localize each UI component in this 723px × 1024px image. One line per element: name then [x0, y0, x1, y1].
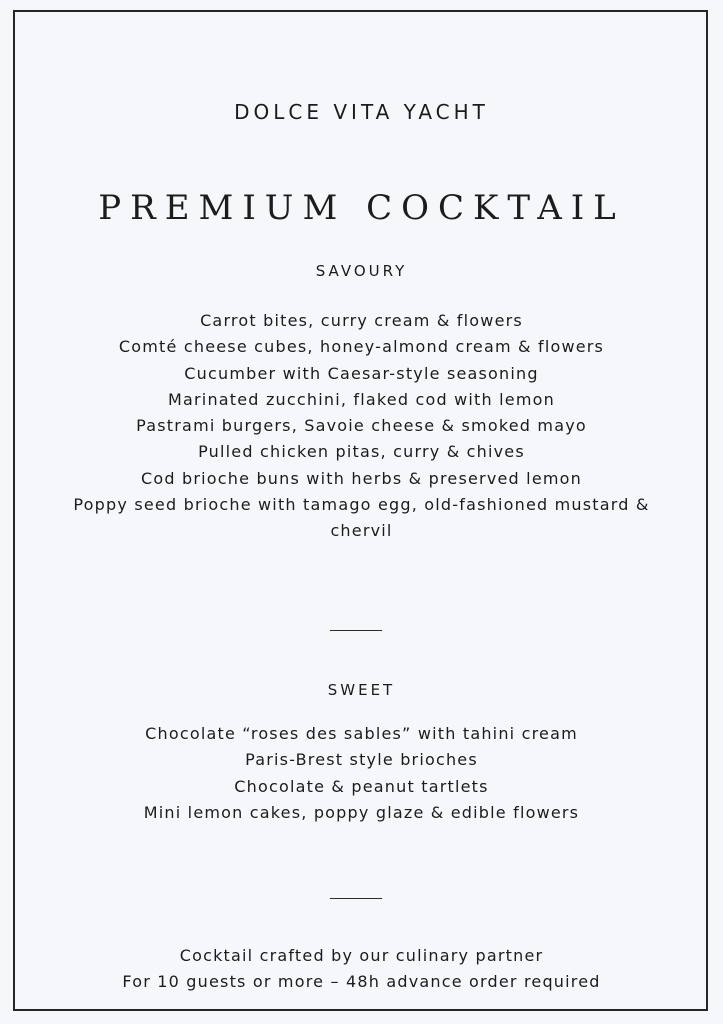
- footer-line: Cocktail crafted by our culinary partner: [179, 946, 544, 965]
- list-item: Pulled chicken pitas, curry & chives: [198, 442, 525, 462]
- list-item: Marinated zucchini, flaked cod with lemon: [168, 389, 555, 409]
- list-item: Mini lemon cakes, poppy glaze & edible flowers: [143, 802, 580, 822]
- sweet-heading: SWEET: [327, 681, 396, 699]
- list-item: Cod brioche buns with herbs & preserved lemon: [141, 468, 582, 488]
- savoury-heading: SAVOURY: [315, 262, 408, 280]
- list-item: Pastrami burgers, Savoie cheese & smoked mayo: [136, 416, 587, 436]
- menu-title: PREMIUM COCKTAIL: [98, 188, 625, 228]
- footer-line: For 10 guests or more – 48h advance order required: [122, 972, 601, 991]
- sweet-list: [0, 721, 723, 826]
- list-item: Poppy seed brioche with tamago egg, old-fashioned mustard & chervil: [73, 495, 650, 541]
- list-item: Comté cheese cubes, honey-almond cream & flowers: [118, 337, 605, 357]
- brand-name: DOLCE VITA YACHT: [234, 100, 489, 124]
- footer-note: [0, 943, 723, 995]
- list-item: Chocolate & peanut tartlets: [234, 776, 489, 796]
- savoury-list: [0, 308, 723, 545]
- list-item: Cucumber with Caesar-style seasoning: [184, 363, 539, 383]
- section-divider: [330, 898, 382, 899]
- list-item: Paris-Brest style brioches: [245, 750, 478, 770]
- list-item: Chocolate “roses des sables” with tahini cream: [145, 724, 578, 743]
- list-item: Carrot bites, curry cream & flowers: [200, 311, 523, 330]
- section-divider: [330, 630, 382, 631]
